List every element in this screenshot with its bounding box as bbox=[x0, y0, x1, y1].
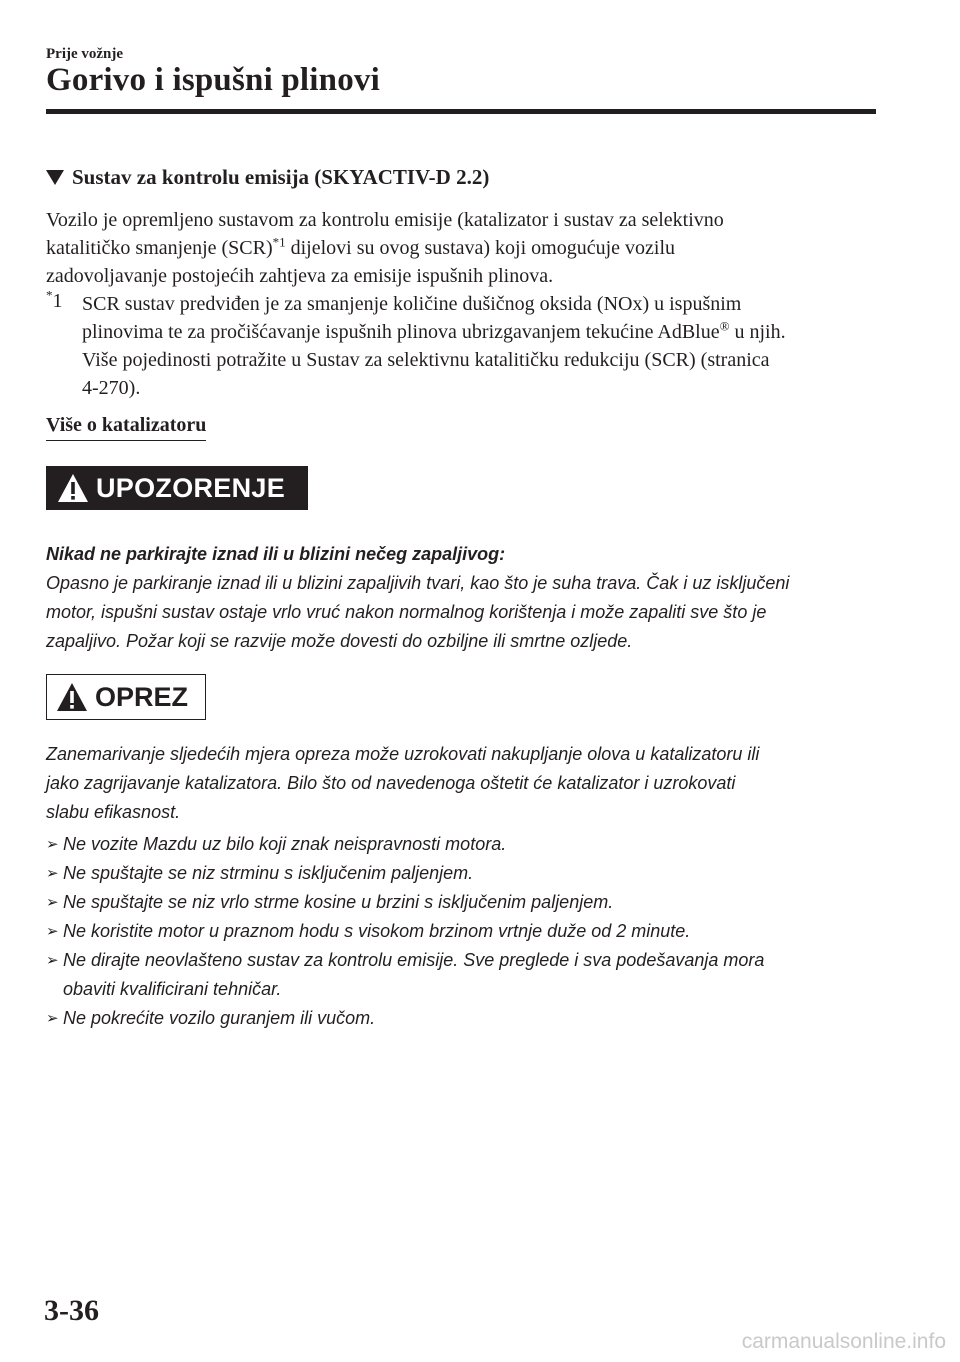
intro-line: katalitičko smanjenje (SCR)$^{*1}$ dijelovi su ovog sustava) koji omogućuje vozilu bbox=[46, 234, 676, 259]
page-title: Gorivo i ispušni plinovi bbox=[46, 62, 380, 98]
title-rule bbox=[46, 109, 876, 114]
intro-paragraph bbox=[46, 206, 886, 290]
chapter-label: Prije vožnje bbox=[46, 46, 124, 62]
list-item: ➢ Ne koristite motor u praznom hodu s visokom brzinom vrtnje duže od 2 minute. bbox=[46, 917, 896, 946]
arrow-bullet-icon: ➢ bbox=[46, 836, 59, 853]
arrow-bullet-icon: ➢ bbox=[46, 1010, 59, 1027]
subheading-link[interactable]: Više o katalizatoru bbox=[46, 414, 206, 441]
warning-badge bbox=[46, 466, 308, 510]
arrow-bullet-icon: ➢ bbox=[46, 923, 59, 940]
warning-triangle-icon bbox=[56, 472, 90, 504]
list-item: ➢ Ne dirajte neovlašteno sustav za kontrolu emisije. Sve preglede i sva podešavanja mora bbox=[46, 946, 896, 975]
intro-line: Vozilo je opremljeno sustavom za kontrolu emisije (katalizator i sustav za selektivno bbox=[46, 209, 724, 231]
warning-label: UPOZORENJE bbox=[96, 472, 286, 503]
caution-label: OPREZ bbox=[95, 681, 189, 712]
arrow-bullet-icon: ➢ bbox=[46, 952, 59, 969]
caution-badge bbox=[46, 674, 206, 720]
warning-text: Nikad ne parkirajte iznad ili u blizini nečeg zapaljivog: Opasno je parkiranje iznad ili u blizini zapaljivih tvari, kao što je suha trava. Čak i uz isključeni motor, ispušni sustav ostaje vrlo vruć nakon normalnog korištenja i može zapaliti sve što je zapaljivo. Požar koji se razvije može dovesti do ozbiljne ili smrtne ozljede. bbox=[46, 540, 896, 656]
footnote-mark: *1 bbox=[46, 287, 63, 312]
page-number: 3-36 bbox=[44, 1294, 99, 1327]
footnote-text: SCR sustav predviđen je za smanjenje količine dušičnog oksida (NOx) u ispušnim plinovima te za pročišćavanje ispušnih plinova ubrizgavanjem tekućine AdBlue® u njih. Više pojedinosti potražite u Sustav za selektivnu katalitičku redukciju (SCR) (stranica 4-270). bbox=[82, 293, 786, 399]
list-item: ➢ Ne pokrećite vozilo guranjem ili vučom. bbox=[46, 1004, 896, 1033]
caution-text: Zanemarivanje sljedećih mjera opreza može uzrokovati nakupljanje olova u katalizatoru ili jako zagrijavanje katalizatora. Bilo što od navedenoga oštetit će katalizator i uzrokovati slabu efikasnost. bbox=[46, 744, 760, 822]
arrow-bullet-icon: ➢ bbox=[46, 894, 59, 911]
list-item-continuation: obaviti kvalificirani tehničar. bbox=[63, 979, 282, 999]
triangle-down-icon bbox=[46, 170, 64, 185]
section-title: Sustav za kontrolu emisija (SKYACTIV-D 2.2) bbox=[72, 165, 490, 189]
warning-lead: Nikad ne parkirajte iznad ili u blizini nečeg zapaljivog: bbox=[46, 544, 506, 564]
list-item: ➢ Ne spuštajte se niz vrlo strme kosine u brzini s isključenim paljenjem. bbox=[46, 888, 896, 917]
arrow-bullet-icon: ➢ bbox=[46, 865, 59, 882]
caution-triangle-icon bbox=[55, 681, 89, 713]
intro-line: zadovoljavanje postojećih zahtjeva za emisije ispušnih plinova. bbox=[46, 265, 554, 287]
list-item: ➢ Ne vozite Mazdu uz bilo koji znak neispravnosti motora. bbox=[46, 830, 896, 859]
section-heading bbox=[46, 165, 489, 190]
list-item: ➢ Ne spuštajte se niz strminu s isključenim paljenjem. bbox=[46, 859, 896, 888]
watermark: carmanualsonline.info bbox=[741, 1330, 946, 1353]
